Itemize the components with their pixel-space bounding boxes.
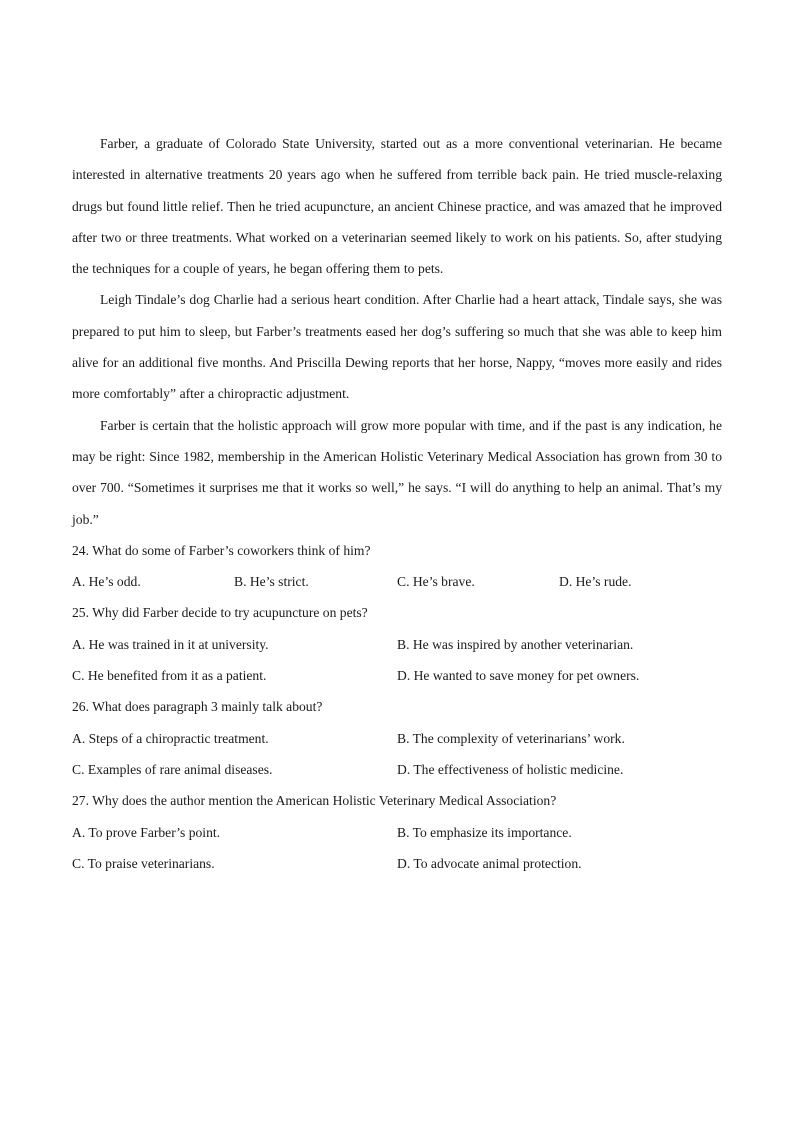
passage-paragraph: Farber, a graduate of Colorado State University, started out as a more conventional veterinarian. He became interested in alternative treatments 20 years ago when he suffered from terrible back pain. He tried muscle-relaxing drugs but found little relief. Then he tried acupuncture, an ancient Chinese practice, and was amazed that he improved after two or three treatments. What worked on a veterinarian seemed likely to work on his patients. So, after studying the techniques for a couple of years, he began offering them to pets. (72, 136, 722, 277)
option-c: C. He benefited from it as a patient. (72, 668, 267, 684)
question-stem: 24. What do some of Farber’s coworkers think of him? (72, 542, 371, 558)
exam-page (72, 128, 722, 879)
question-stem: 27. Why does the author mention the American Holistic Veterinary Medical Association? (72, 793, 557, 809)
question-stem: 26. What does paragraph 3 mainly talk about? (72, 699, 323, 715)
option-b: B. He’s strict. (234, 574, 309, 590)
option-a: A. Steps of a chiropractic treatment. (72, 730, 269, 746)
question-options (72, 660, 722, 691)
passage-paragraph: Leigh Tindale’s dog Charlie had a serious heart condition. After Charlie had a heart attack, Tindale says, she was prepared to put him to sleep, but Farber’s treatments eased her dog’s suffering so much that she was able to keep him alive for an additional five months. And Priscilla Dewing reports that her horse, Nappy, “moves more easily and rides more comfortably” after a chiropractic adjustment. (72, 292, 722, 402)
option-d: D. He wanted to save money for pet owners. (397, 668, 640, 684)
option-a: A. He was trained in it at university. (72, 636, 269, 652)
question-options (72, 848, 722, 879)
option-c: C. Examples of rare animal diseases. (72, 761, 273, 777)
option-b: B. He was inspired by another veterinarian. (397, 636, 634, 652)
option-d: D. He’s rude. (559, 574, 632, 590)
question-options (72, 754, 722, 785)
question-options (72, 817, 722, 848)
question-stem: 25. Why did Farber decide to try acupuncture on pets? (72, 605, 368, 621)
option-a: A. To prove Farber’s point. (72, 824, 221, 840)
option-b: B. To emphasize its importance. (397, 824, 572, 840)
option-d: D. To advocate animal protection. (397, 855, 582, 871)
option-c: C. To praise veterinarians. (72, 855, 215, 871)
question-options (72, 566, 722, 597)
option-c: C. He’s brave. (397, 574, 475, 590)
option-a: A. He’s odd. (72, 574, 141, 590)
question-options (72, 723, 722, 754)
option-d: D. The effectiveness of holistic medicine. (397, 761, 624, 777)
passage-paragraph: Farber is certain that the holistic approach will grow more popular with time, and if the past is any indication, he may be right: Since 1982, membership in the American Holistic Veterinary Medical Association has grown from 30 to over 700. “Sometimes it surprises me that it works so well,” he says. “I will do anything to help an animal. That’s my job.” (72, 417, 722, 527)
option-b: B. The complexity of veterinarians’ work. (397, 730, 625, 746)
question-options (72, 629, 722, 660)
